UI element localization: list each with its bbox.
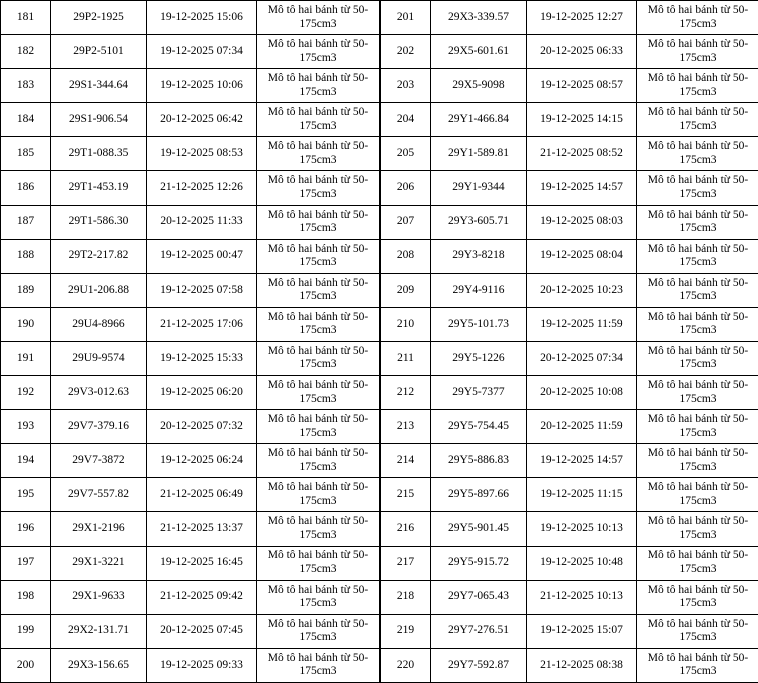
vehicle-type-cell: Mô tô hai bánh từ 50-175cm3 — [637, 205, 758, 239]
violation-time-cell: 21-12-2025 08:52 — [527, 137, 637, 171]
table-row — [1, 614, 380, 648]
table-row — [381, 648, 758, 682]
violation-time-cell: 19-12-2025 15:06 — [147, 1, 257, 35]
table-row — [1, 205, 380, 239]
table-row — [381, 410, 758, 444]
violation-time-cell: 19-12-2025 12:27 — [527, 1, 637, 35]
plate-number-cell: 29P2-5101 — [51, 35, 147, 69]
plate-number-cell: 29P2-1925 — [51, 1, 147, 35]
violation-time-cell: 19-12-2025 08:57 — [527, 69, 637, 103]
plate-number-cell: 29X3-156.65 — [51, 648, 147, 682]
plate-number-cell: 29U9-9574 — [51, 341, 147, 375]
row-index-cell: 188 — [1, 239, 51, 273]
violation-time-cell: 19-12-2025 14:15 — [527, 103, 637, 137]
plate-number-cell: 29V7-557.82 — [51, 478, 147, 512]
plate-number-cell: 29X3-339.57 — [431, 1, 527, 35]
row-index-cell: 214 — [381, 444, 431, 478]
plate-number-cell: 29Y5-1226 — [431, 341, 527, 375]
vehicle-type-cell: Mô tô hai bánh từ 50-175cm3 — [257, 171, 380, 205]
table-row — [381, 273, 758, 307]
row-index-cell: 210 — [381, 307, 431, 341]
vehicle-type-cell: Mô tô hai bánh từ 50-175cm3 — [257, 103, 380, 137]
plate-number-cell: 29T1-586.30 — [51, 205, 147, 239]
table-row — [381, 341, 758, 375]
vehicle-type-cell: Mô tô hai bánh từ 50-175cm3 — [257, 410, 380, 444]
plate-number-cell: 29Y1-9344 — [431, 171, 527, 205]
plate-number-cell: 29X5-601.61 — [431, 35, 527, 69]
plate-number-cell: 29Y5-915.72 — [431, 546, 527, 580]
row-index-cell: 184 — [1, 103, 51, 137]
table-row — [1, 35, 380, 69]
violation-time-cell: 19-12-2025 10:06 — [147, 69, 257, 103]
violation-time-cell: 20-12-2025 06:42 — [147, 103, 257, 137]
plate-number-cell: 29T1-453.19 — [51, 171, 147, 205]
plate-number-cell: 29Y3-8218 — [431, 239, 527, 273]
violation-time-cell: 20-12-2025 10:23 — [527, 273, 637, 307]
violation-time-cell: 19-12-2025 07:34 — [147, 35, 257, 69]
table-row — [381, 614, 758, 648]
violation-time-cell: 21-12-2025 06:49 — [147, 478, 257, 512]
vehicle-type-cell: Mô tô hai bánh từ 50-175cm3 — [637, 580, 758, 614]
row-index-cell: 207 — [381, 205, 431, 239]
vehicle-type-cell: Mô tô hai bánh từ 50-175cm3 — [637, 273, 758, 307]
vehicle-type-cell: Mô tô hai bánh từ 50-175cm3 — [637, 35, 758, 69]
row-index-cell: 194 — [1, 444, 51, 478]
table-row — [1, 273, 380, 307]
row-index-cell: 203 — [381, 69, 431, 103]
table-row — [381, 580, 758, 614]
plate-number-cell: 29Y3-605.71 — [431, 205, 527, 239]
plate-number-cell: 29Y7-592.87 — [431, 648, 527, 682]
vehicle-type-cell: Mô tô hai bánh từ 50-175cm3 — [257, 444, 380, 478]
violation-time-cell: 19-12-2025 00:47 — [147, 239, 257, 273]
table-row — [1, 546, 380, 580]
table-row — [381, 307, 758, 341]
table-row — [1, 580, 380, 614]
row-index-cell: 213 — [381, 410, 431, 444]
row-index-cell: 199 — [1, 614, 51, 648]
violation-time-cell: 20-12-2025 07:34 — [527, 341, 637, 375]
vehicle-type-cell: Mô tô hai bánh từ 50-175cm3 — [257, 648, 380, 682]
plate-number-cell: 29S1-906.54 — [51, 103, 147, 137]
table-row — [1, 137, 380, 171]
row-index-cell: 217 — [381, 546, 431, 580]
vehicle-type-cell: Mô tô hai bánh từ 50-175cm3 — [637, 444, 758, 478]
violation-time-cell: 19-12-2025 11:59 — [527, 307, 637, 341]
vehicle-type-cell: Mô tô hai bánh từ 50-175cm3 — [257, 546, 380, 580]
plate-number-cell: 29X1-9633 — [51, 580, 147, 614]
row-index-cell: 215 — [381, 478, 431, 512]
vehicle-type-cell: Mô tô hai bánh từ 50-175cm3 — [637, 512, 758, 546]
table-row — [1, 239, 380, 273]
row-index-cell: 191 — [1, 341, 51, 375]
table-row — [1, 376, 380, 410]
plate-number-cell: 29T1-088.35 — [51, 137, 147, 171]
violation-time-cell: 19-12-2025 08:04 — [527, 239, 637, 273]
vehicle-type-cell: Mô tô hai bánh từ 50-175cm3 — [257, 137, 380, 171]
table-row — [381, 1, 758, 35]
violation-time-cell: 19-12-2025 10:13 — [527, 512, 637, 546]
vehicle-type-cell: Mô tô hai bánh từ 50-175cm3 — [257, 69, 380, 103]
vehicle-type-cell: Mô tô hai bánh từ 50-175cm3 — [637, 1, 758, 35]
right-records-table — [380, 0, 758, 683]
plate-number-cell: 29Y5-886.83 — [431, 444, 527, 478]
vehicle-type-cell: Mô tô hai bánh từ 50-175cm3 — [637, 341, 758, 375]
table-row — [381, 103, 758, 137]
row-index-cell: 190 — [1, 307, 51, 341]
table-row — [1, 171, 380, 205]
plate-number-cell: 29Y7-276.51 — [431, 614, 527, 648]
violation-time-cell: 19-12-2025 16:45 — [147, 546, 257, 580]
vehicle-type-cell: Mô tô hai bánh từ 50-175cm3 — [637, 307, 758, 341]
table-row — [381, 137, 758, 171]
violation-time-cell: 19-12-2025 14:57 — [527, 171, 637, 205]
row-index-cell: 185 — [1, 137, 51, 171]
vehicle-type-cell: Mô tô hai bánh từ 50-175cm3 — [257, 1, 380, 35]
plate-number-cell: 29T2-217.82 — [51, 239, 147, 273]
row-index-cell: 186 — [1, 171, 51, 205]
vehicle-type-cell: Mô tô hai bánh từ 50-175cm3 — [637, 648, 758, 682]
right-table-body — [381, 1, 758, 683]
left-table-body — [1, 1, 380, 683]
vehicle-type-cell: Mô tô hai bánh từ 50-175cm3 — [637, 546, 758, 580]
row-index-cell: 198 — [1, 580, 51, 614]
row-index-cell: 212 — [381, 376, 431, 410]
row-index-cell: 192 — [1, 376, 51, 410]
table-row — [1, 478, 380, 512]
row-index-cell: 209 — [381, 273, 431, 307]
violation-time-cell: 20-12-2025 07:32 — [147, 410, 257, 444]
table-row — [381, 376, 758, 410]
row-index-cell: 200 — [1, 648, 51, 682]
row-index-cell: 197 — [1, 546, 51, 580]
table-row — [381, 205, 758, 239]
plate-number-cell: 29Y1-589.81 — [431, 137, 527, 171]
plate-number-cell: 29V7-3872 — [51, 444, 147, 478]
table-row — [381, 171, 758, 205]
vehicle-type-cell: Mô tô hai bánh từ 50-175cm3 — [637, 103, 758, 137]
vehicle-type-cell: Mô tô hai bánh từ 50-175cm3 — [637, 171, 758, 205]
plate-number-cell: 29X1-2196 — [51, 512, 147, 546]
violation-time-cell: 19-12-2025 15:33 — [147, 341, 257, 375]
table-row — [1, 648, 380, 682]
row-index-cell: 202 — [381, 35, 431, 69]
violation-time-cell: 20-12-2025 11:59 — [527, 410, 637, 444]
table-row — [1, 341, 380, 375]
row-index-cell: 211 — [381, 341, 431, 375]
row-index-cell: 218 — [381, 580, 431, 614]
table-row — [1, 103, 380, 137]
table-row — [1, 307, 380, 341]
violation-time-cell: 21-12-2025 13:37 — [147, 512, 257, 546]
violation-time-cell: 20-12-2025 10:08 — [527, 376, 637, 410]
violation-time-cell: 19-12-2025 10:48 — [527, 546, 637, 580]
vehicle-type-cell: Mô tô hai bánh từ 50-175cm3 — [637, 137, 758, 171]
violation-time-cell: 19-12-2025 08:03 — [527, 205, 637, 239]
vehicle-type-cell: Mô tô hai bánh từ 50-175cm3 — [257, 35, 380, 69]
plate-number-cell: 29X5-9098 — [431, 69, 527, 103]
vehicle-type-cell: Mô tô hai bánh từ 50-175cm3 — [257, 580, 380, 614]
plate-number-cell: 29Y5-754.45 — [431, 410, 527, 444]
row-index-cell: 189 — [1, 273, 51, 307]
plate-number-cell: 29Y7-065.43 — [431, 580, 527, 614]
violation-time-cell: 21-12-2025 12:26 — [147, 171, 257, 205]
violation-time-cell: 19-12-2025 06:20 — [147, 376, 257, 410]
row-index-cell: 219 — [381, 614, 431, 648]
violation-time-cell: 20-12-2025 07:45 — [147, 614, 257, 648]
row-index-cell: 195 — [1, 478, 51, 512]
plate-number-cell: 29Y5-897.66 — [431, 478, 527, 512]
vehicle-type-cell: Mô tô hai bánh từ 50-175cm3 — [257, 205, 380, 239]
plate-number-cell: 29Y5-7377 — [431, 376, 527, 410]
table-row — [381, 512, 758, 546]
violation-time-cell: 19-12-2025 07:58 — [147, 273, 257, 307]
row-index-cell: 183 — [1, 69, 51, 103]
plate-number-cell: 29Y5-901.45 — [431, 512, 527, 546]
vehicle-type-cell: Mô tô hai bánh từ 50-175cm3 — [257, 478, 380, 512]
plate-number-cell: 29X2-131.71 — [51, 614, 147, 648]
violation-time-cell: 21-12-2025 10:13 — [527, 580, 637, 614]
row-index-cell: 193 — [1, 410, 51, 444]
row-index-cell: 201 — [381, 1, 431, 35]
table-row — [1, 512, 380, 546]
violation-time-cell: 20-12-2025 06:33 — [527, 35, 637, 69]
vehicle-type-cell: Mô tô hai bánh từ 50-175cm3 — [637, 69, 758, 103]
row-index-cell: 208 — [381, 239, 431, 273]
vehicle-type-cell: Mô tô hai bánh từ 50-175cm3 — [637, 376, 758, 410]
plate-number-cell: 29Y5-101.73 — [431, 307, 527, 341]
vehicle-type-cell: Mô tô hai bánh từ 50-175cm3 — [257, 376, 380, 410]
plate-number-cell: 29Y1-466.84 — [431, 103, 527, 137]
table-row — [381, 546, 758, 580]
table-row — [1, 444, 380, 478]
plate-number-cell: 29V7-379.16 — [51, 410, 147, 444]
plate-number-cell: 29S1-344.64 — [51, 69, 147, 103]
plate-number-cell: 29U4-8966 — [51, 307, 147, 341]
violation-time-cell: 21-12-2025 09:42 — [147, 580, 257, 614]
violation-time-cell: 19-12-2025 11:15 — [527, 478, 637, 512]
plate-number-cell: 29V3-012.63 — [51, 376, 147, 410]
violation-time-cell: 21-12-2025 17:06 — [147, 307, 257, 341]
row-index-cell: 206 — [381, 171, 431, 205]
row-index-cell: 187 — [1, 205, 51, 239]
table-row — [381, 478, 758, 512]
table-row — [381, 239, 758, 273]
vehicle-type-cell: Mô tô hai bánh từ 50-175cm3 — [257, 512, 380, 546]
table-row — [1, 1, 380, 35]
vehicle-type-cell: Mô tô hai bánh từ 50-175cm3 — [257, 307, 380, 341]
violation-time-cell: 19-12-2025 15:07 — [527, 614, 637, 648]
vehicle-type-cell: Mô tô hai bánh từ 50-175cm3 — [637, 410, 758, 444]
vehicle-type-cell: Mô tô hai bánh từ 50-175cm3 — [637, 239, 758, 273]
violation-time-cell: 20-12-2025 11:33 — [147, 205, 257, 239]
vehicle-type-cell: Mô tô hai bánh từ 50-175cm3 — [637, 614, 758, 648]
plate-number-cell: 29X1-3221 — [51, 546, 147, 580]
violation-time-cell: 19-12-2025 09:33 — [147, 648, 257, 682]
row-index-cell: 182 — [1, 35, 51, 69]
vehicle-type-cell: Mô tô hai bánh từ 50-175cm3 — [257, 239, 380, 273]
violation-time-cell: 19-12-2025 14:57 — [527, 444, 637, 478]
violation-time-cell: 19-12-2025 08:53 — [147, 137, 257, 171]
row-index-cell: 204 — [381, 103, 431, 137]
table-row — [381, 444, 758, 478]
vehicle-type-cell: Mô tô hai bánh từ 50-175cm3 — [257, 341, 380, 375]
vehicle-type-cell: Mô tô hai bánh từ 50-175cm3 — [637, 478, 758, 512]
table-row — [381, 35, 758, 69]
row-index-cell: 181 — [1, 1, 51, 35]
violation-time-cell: 19-12-2025 06:24 — [147, 444, 257, 478]
violation-time-cell: 21-12-2025 08:38 — [527, 648, 637, 682]
row-index-cell: 216 — [381, 512, 431, 546]
row-index-cell: 220 — [381, 648, 431, 682]
table-row — [1, 69, 380, 103]
vehicle-type-cell: Mô tô hai bánh từ 50-175cm3 — [257, 273, 380, 307]
vehicle-type-cell: Mô tô hai bánh từ 50-175cm3 — [257, 614, 380, 648]
table-row — [381, 69, 758, 103]
table-row — [1, 410, 380, 444]
plate-number-cell: 29Y4-9116 — [431, 273, 527, 307]
row-index-cell: 196 — [1, 512, 51, 546]
plate-number-cell: 29U1-206.88 — [51, 273, 147, 307]
row-index-cell: 205 — [381, 137, 431, 171]
